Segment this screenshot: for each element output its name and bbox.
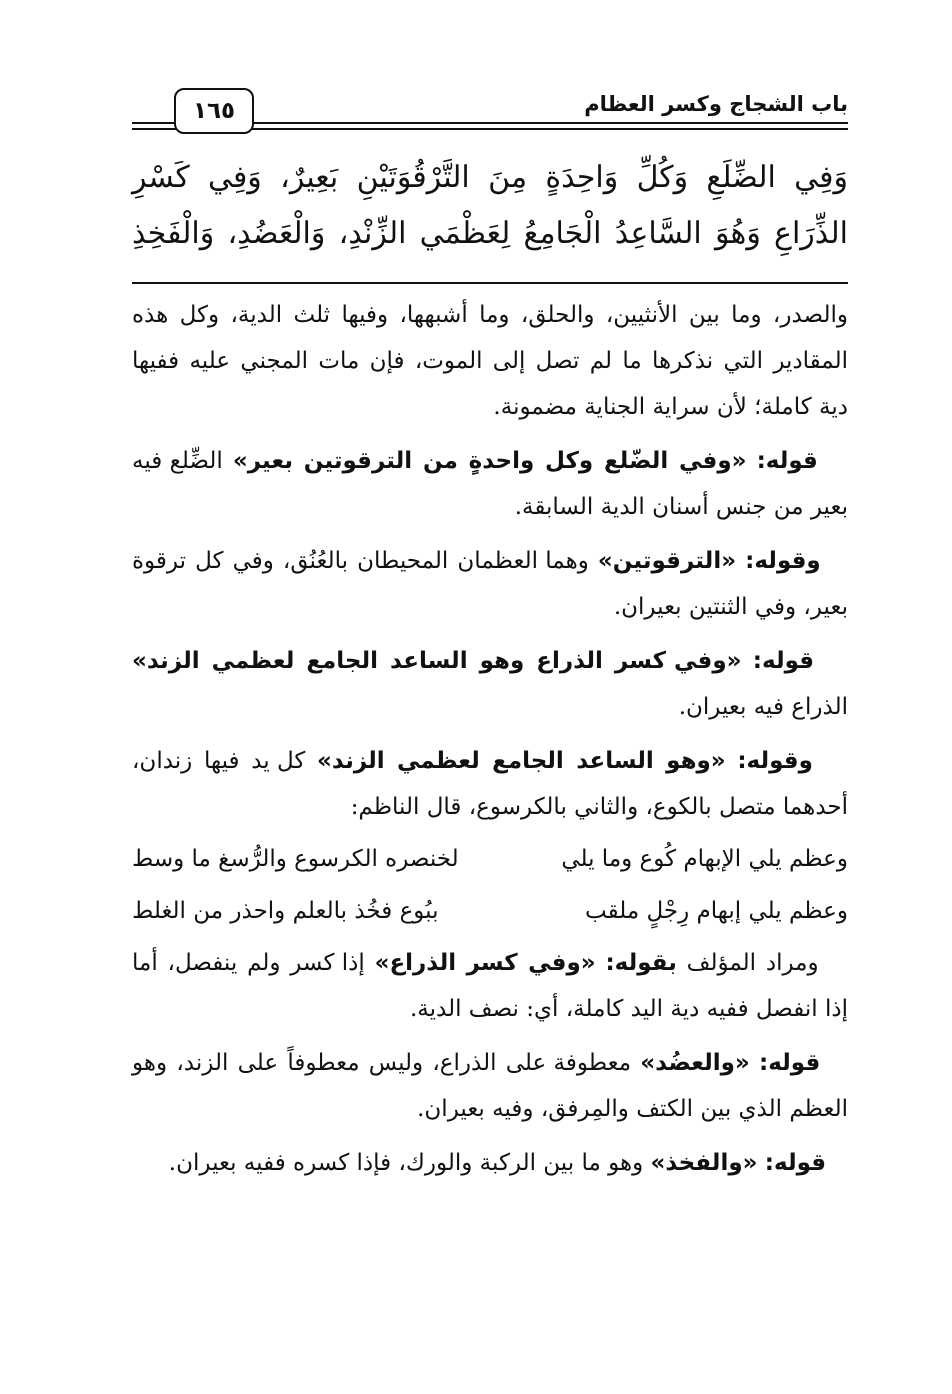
verse-2: [132, 888, 848, 934]
matn-separator: [132, 282, 848, 284]
matn-line-1: وَفِي الضِّلَعِ وَكُلِّ وَاحِدَةٍ مِنَ التَّرْقُوَتَيْنِ بَعِيرٌ، وَفِي كَسْرِ: [132, 160, 848, 195]
page-number: ١٦٥: [192, 98, 236, 124]
paragraph-3-quote: «الترقوتين»: [597, 548, 737, 574]
paragraph-8: [132, 1140, 848, 1186]
chapter-title: باب الشجاج وكسر العظام: [584, 92, 848, 116]
paragraph-7: [132, 1040, 848, 1132]
paragraph-6: [132, 940, 848, 1032]
matn-text: [132, 150, 848, 262]
paragraph-5-text: كل يد فيها زندان، أحدهما متصل بالكوع، والثاني بالكرسوع، قال الناظم:: [132, 748, 848, 820]
verse-1: [132, 836, 848, 882]
verse-2-first-hemistich: وعظم يلي إبهام رِجْلٍ ملقب: [585, 898, 848, 924]
paragraph-2-label: قوله:: [756, 448, 818, 474]
paragraph-5-label: وقوله:: [737, 748, 813, 774]
paragraph-7-label: قوله:: [759, 1050, 821, 1076]
paragraph-7-quote: «والعضُد»: [640, 1050, 750, 1076]
paragraph-3: [132, 538, 848, 630]
paragraph-8-quote: «والفخذ»: [650, 1150, 758, 1176]
paragraph-2: [132, 438, 848, 530]
paragraph-6-text-1: ومراد المؤلف: [686, 950, 819, 976]
paragraph-8-text: وهو ما بين الركبة والورك، فإذا كسره ففيه بعيران.: [168, 1150, 644, 1176]
paragraph-5-quote: «وهو الساعد الجامع لعظمي الزند»: [317, 748, 726, 774]
paragraph-3-text: وهما العظمان المحيطان بالعُنُق، وفي كل ترقوة بعير، وفي الثنتين بعيران.: [132, 548, 848, 620]
paragraph-3-label: وقوله:: [745, 548, 821, 574]
paragraph-6-bold: بقوله:: [605, 950, 677, 976]
paragraph-4-quote: «وفي كسر الذراع وهو الساعد الجامع لعظمي الزند»: [132, 648, 742, 674]
paragraph-5: [132, 738, 848, 830]
verse-1-second-hemistich: لخنصره الكرسوع والرُّسغ ما وسط: [132, 846, 459, 872]
paragraph-8-label: قوله:: [764, 1150, 827, 1176]
paragraph-2-text: الضِّلع فيه بعير من جنس أسنان الدية السابقة.: [132, 448, 848, 520]
paragraph-2-quote: «وفي الضّلع وكل واحدةٍ من الترقوتين بعير»: [232, 448, 747, 474]
paragraph-1: [132, 292, 848, 430]
page-header: [132, 86, 848, 138]
paragraph-1-text: والصدر، وما بين الأنثيين، والحلق، وما أشبهها، وفيها ثلث الدية، وكل هذه المقادير التي نذكرها ما لم تصل إلى الموت، فإن مات المجني عليه ففيها دية كاملة؛ لأن سراية الجناية مضمونة.: [132, 302, 848, 420]
paragraph-7-text: معطوفة على الذراع، وليس معطوفاً على الزند، وهو العظم الذي بين الكتف والمِرفق، وفيه بعيران.: [132, 1050, 848, 1122]
page-number-badge: [174, 88, 254, 134]
paragraph-4-text: الذراع فيه بعيران.: [678, 694, 848, 720]
paragraph-6-text-2: إذا كسر ولم ينفصل، أما إذا انفصل ففيه دية اليد كاملة، أي: نصف الدية.: [132, 950, 848, 1022]
paragraph-4: [132, 638, 848, 730]
commentary: [132, 292, 848, 1194]
paragraph-6-quote: «وفي كسر الذراع»: [374, 950, 596, 976]
verse-1-first-hemistich: وعظم يلي الإبهام كُوع وما يلي: [561, 846, 848, 872]
paragraph-4-label: قوله:: [752, 648, 815, 674]
verse-2-second-hemistich: ببُوع فخُذ بالعلم واحذر من الغلط: [132, 898, 439, 924]
matn-line-2: الذِّرَاعِ وَهُوَ السَّاعِدُ الْجَامِعُ لِعَظْمَي الزِّنْدِ، وَالْعَضُدِ، وَالْفَخِذِ: [132, 216, 848, 251]
